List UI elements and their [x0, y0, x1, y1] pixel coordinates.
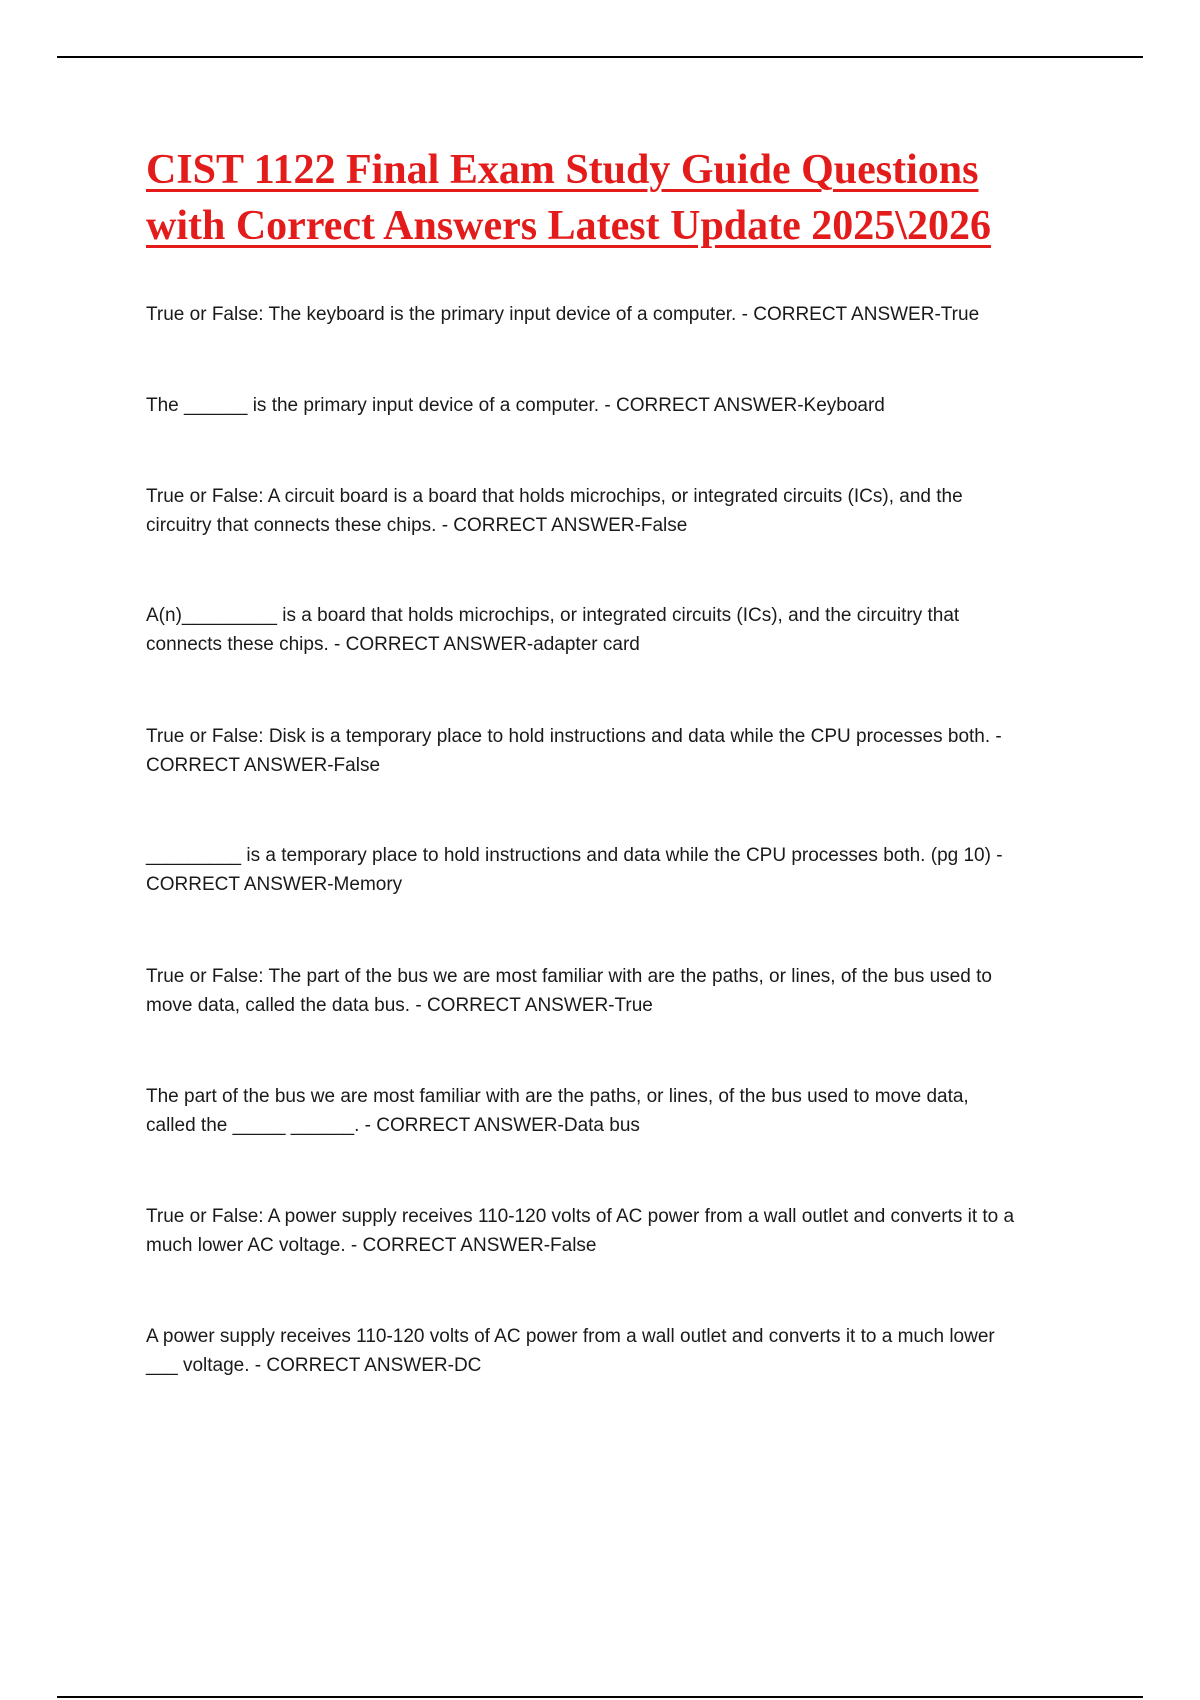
qa-line: _________ is a temporary place to hold instructions and data while the CPU processes both. (pg 10) - — [146, 845, 1003, 866]
qa-line: True or False: A power supply receives 110-120 volts of AC power from a wall outlet and converts it to a — [146, 1206, 1015, 1227]
title-line-2: with Correct Answers Latest Update 2025\2026 — [146, 203, 991, 249]
qa-line: The ______ is the primary input device of a computer. - CORRECT ANSWER-Keyboard — [146, 395, 885, 416]
qa-line: much lower AC voltage. - CORRECT ANSWER-False — [146, 1235, 597, 1256]
qa-item-6 — [146, 841, 1086, 899]
qa-line: A power supply receives 110-120 volts of AC power from a wall outlet and converts it to a much lower — [146, 1326, 995, 1347]
qa-line: circuitry that connects these chips. - CORRECT ANSWER-False — [146, 515, 688, 536]
qa-line: The part of the bus we are most familiar with are the paths, or lines, of the bus used to move data, — [146, 1086, 969, 1107]
qa-item-9 — [146, 1202, 1086, 1260]
qa-line: CORRECT ANSWER-Memory — [146, 874, 403, 895]
qa-item-8 — [146, 1082, 1086, 1140]
qa-line: True or False: A circuit board is a board that holds microchips, or integrated circuits (ICs), and the — [146, 486, 963, 507]
qa-item-3 — [146, 482, 1086, 540]
qa-item-7 — [146, 962, 1086, 1020]
bottom-rule — [57, 1696, 1143, 1698]
qa-item-5 — [146, 722, 1086, 780]
qa-line: True or False: Disk is a temporary place to hold instructions and data while the CPU processes both. - — [146, 726, 1002, 747]
title-line-1: CIST 1122 Final Exam Study Guide Questions — [146, 147, 979, 193]
qa-line: called the _____ ______. - CORRECT ANSWER-Data bus — [146, 1115, 640, 1136]
qa-item-4 — [146, 601, 1086, 659]
qa-item-2 — [146, 391, 1086, 420]
qa-line: connects these chips. - CORRECT ANSWER-adapter card — [146, 634, 640, 655]
qa-item-1 — [146, 300, 1086, 329]
top-rule — [57, 56, 1143, 58]
qa-line: True or False: The part of the bus we are most familiar with are the paths, or lines, of the bus used to — [146, 966, 992, 987]
qa-line: True or False: The keyboard is the primary input device of a computer. - CORRECT ANSWER-True — [146, 304, 980, 325]
qa-line: CORRECT ANSWER-False — [146, 755, 381, 776]
document-title — [146, 142, 1106, 254]
qa-line: ___ voltage. - CORRECT ANSWER-DC — [146, 1355, 482, 1376]
qa-item-10 — [146, 1322, 1086, 1380]
qa-line: move data, called the data bus. - CORRECT ANSWER-True — [146, 995, 653, 1016]
qa-line: A(n)_________ is a board that holds microchips, or integrated circuits (ICs), and the circuitry that — [146, 605, 960, 626]
